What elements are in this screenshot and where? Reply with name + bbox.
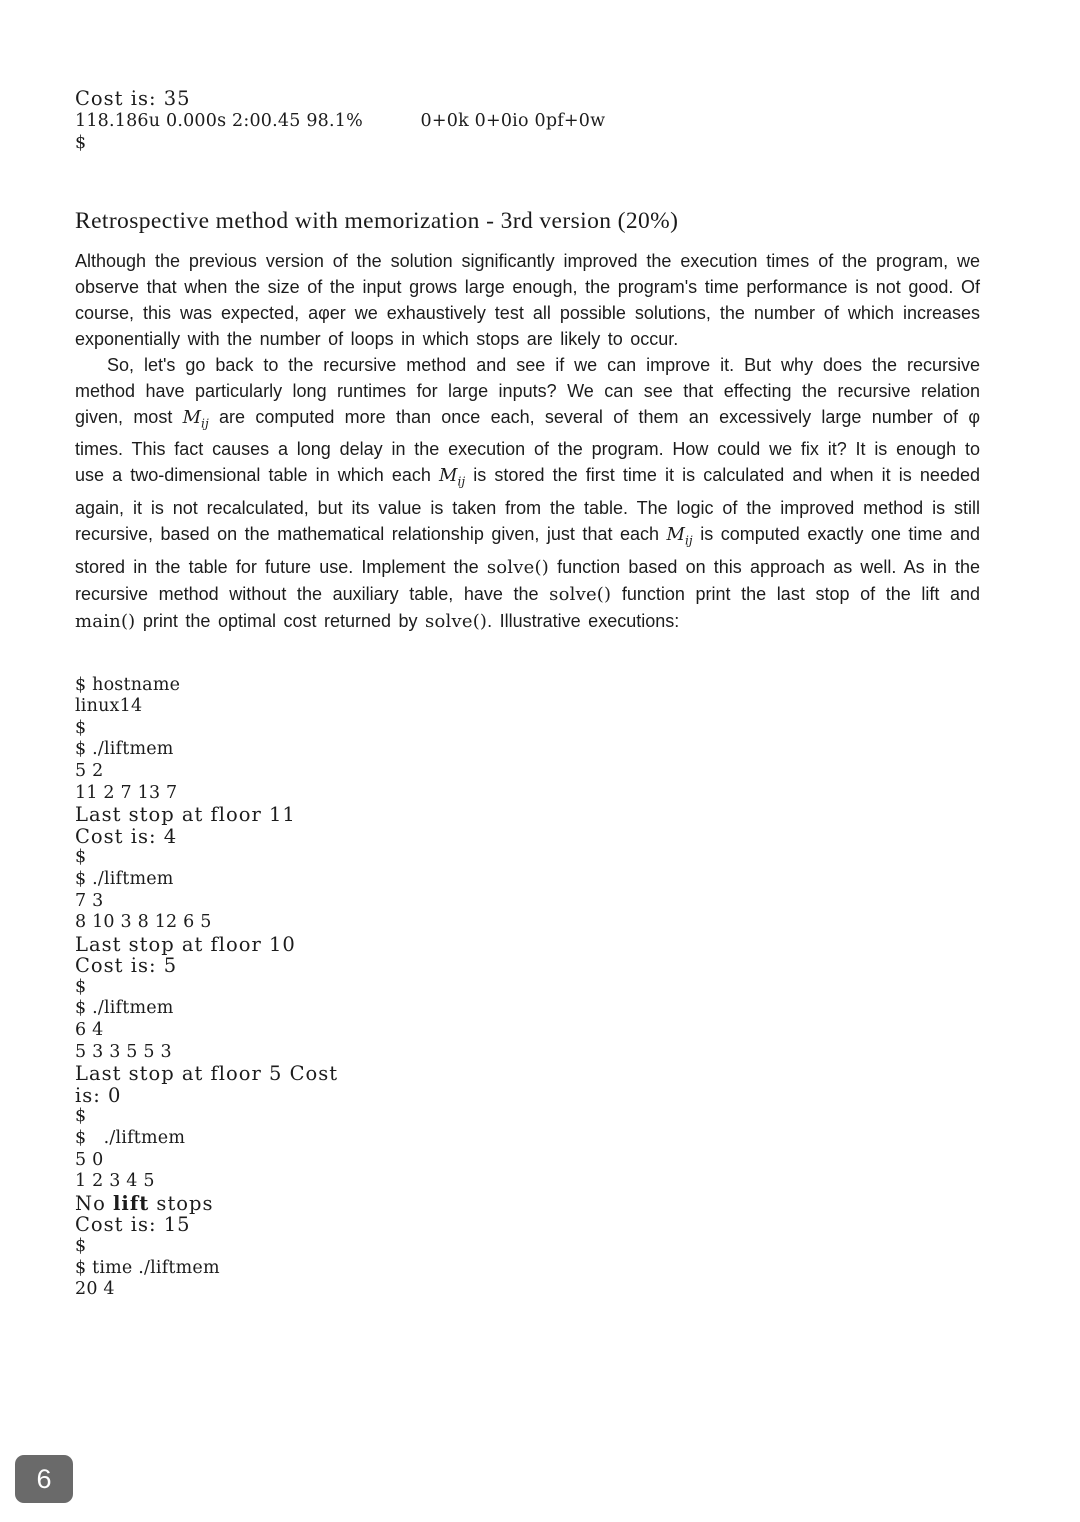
terminal-command-line: $ — [75, 976, 87, 997]
terminal-command-line: 20 4 — [75, 1279, 115, 1300]
terminal-command-line: 11 2 7 13 7 — [75, 782, 178, 803]
inline-code: solve() — [549, 583, 612, 605]
terminal-output-line: Cost is: 15 — [75, 1213, 191, 1237]
terminal-command-line: $ time ./liftmem — [75, 1257, 220, 1278]
terminal-output-line: Last stop at floor 5 Cost — [75, 1062, 339, 1086]
terminal-command-line: $ ./liftmem — [75, 868, 174, 889]
terminal-command-line: 8 10 3 8 12 6 5 — [75, 912, 212, 933]
body-paragraphs — [75, 248, 980, 635]
section-heading: Retrospective method with memorization - 3rd version (20%) — [75, 207, 679, 234]
terminal-command-line: $ — [75, 847, 87, 868]
page-number-badge — [15, 1455, 73, 1503]
paragraph: Although the previous version of the solution significantly improved the execution times of the program, we observe that when the size of the input grows large enough, the program's time performance is not good. Of course, this was expected, aφer we exhaustively test all possible solutions, the number of which increases exponentially with the number of loops in which stops are likely to occur. — [75, 250, 980, 349]
math-mij: $M_{ij}$ — [439, 465, 466, 489]
math-mij: $M_{ij}$ — [666, 523, 693, 548]
terminal-command-line: $ ./liftmem — [75, 998, 174, 1019]
terminal-output-line: is: 0 — [75, 1083, 122, 1107]
terminal-command-line: $ — [75, 1106, 87, 1127]
page-number: 6 — [36, 1463, 52, 1494]
terminal-command-line: 118.186u 0.000s 2:00.45 98.1% 0+0k 0+0io 0pf+0w — [75, 110, 606, 131]
terminal-command-line: 6 4 — [75, 1020, 104, 1041]
terminal-output-line: Cost is: 35 — [75, 87, 191, 110]
paragraph: So, let's go back to the recursive method and see if we can improve it. But why does the recursive method have particularly long runtimes for large inputs? We can see that effecting the recursive relation given, most $M_{ij}$ are computed more than once each, several of them an excessively large number of φ times. This fact causes a long delay in the execution of the program. How could we fix it? It is enough to use a two-dimensional table in which each $M_{ij}$ is stored the first time it is calculated and when it is needed again, it is not recalculated, but its value is taken from the table. The logic of the improved method is still recursive, based on the mathematical relationship given, just that each $M_{ij}$ is computed exactly one time and stored in the table for future use. Implement the solve() function based on this approach as well. As in the recursive method without the auxiliary table, have the solve() function print the last stop of the lift and main() print the optimal cost returned by solve(). Illustrative executions: — [75, 354, 980, 632]
terminal-command-line: 5 2 — [75, 760, 104, 781]
terminal-command-line: $ hostname — [75, 674, 181, 695]
inline-code: solve() — [486, 556, 549, 578]
terminal-examples — [75, 675, 980, 1301]
terminal-command-line: 7 3 — [75, 890, 104, 911]
terminal-command-line: $ ./liftmem — [75, 739, 174, 760]
inline-code: main() — [75, 610, 136, 632]
terminal-output-line: No lift stops — [75, 1191, 214, 1215]
terminal-command-line: $ — [75, 132, 87, 153]
terminal-command-line: 1 2 3 4 5 — [75, 1171, 155, 1192]
terminal-command-line: $ — [75, 1236, 87, 1257]
terminal-command-line: $ — [75, 717, 87, 738]
terminal-output-line: Last stop at floor 11 — [75, 803, 296, 827]
terminal-command-line: 5 3 3 5 5 3 — [75, 1041, 172, 1062]
terminal-output-line: Last stop at floor 10 — [75, 932, 296, 956]
page-content — [75, 0, 980, 1301]
terminal-output-line: Cost is: 5 — [75, 954, 178, 978]
math-mij: $M_{ij}$ — [182, 406, 209, 431]
terminal-output-line: Cost is: 4 — [75, 824, 178, 848]
inline-code: solve() — [425, 610, 488, 632]
terminal-command-line: 5 0 — [75, 1149, 104, 1170]
terminal-command-line: linux14 — [75, 696, 143, 717]
terminal-output-top — [75, 88, 980, 154]
terminal-command-line: $ ./liftmem — [75, 1128, 186, 1149]
